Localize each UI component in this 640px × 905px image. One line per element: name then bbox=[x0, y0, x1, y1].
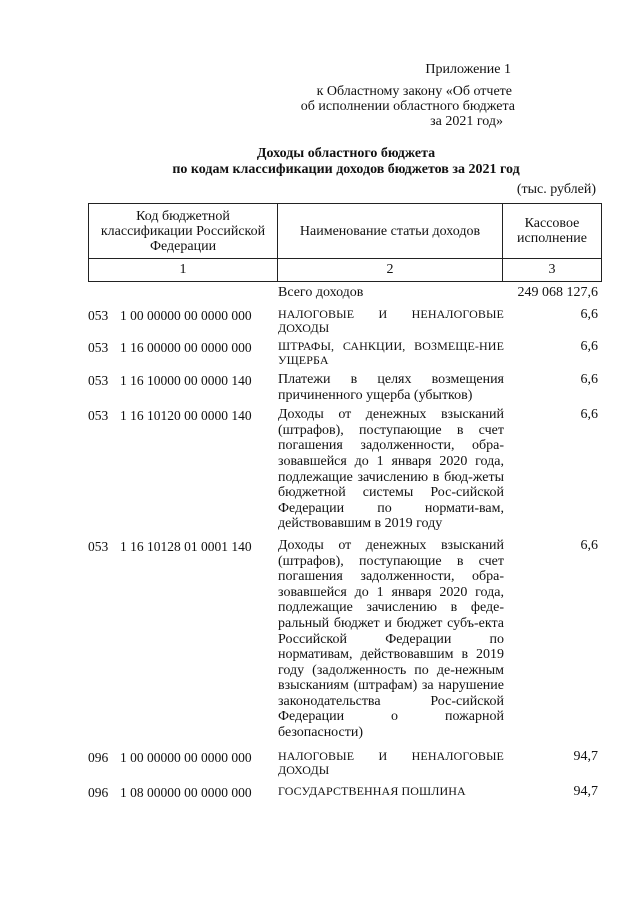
classification-code: 1 16 10128 01 0001 140 bbox=[120, 538, 252, 554]
total-amount: 249 068 127,6 bbox=[517, 285, 598, 300]
org-code: 096 bbox=[88, 784, 109, 800]
title-line-1: Доходы областного бюджета bbox=[256, 146, 436, 161]
cash-execution-amount: 6,6 bbox=[580, 407, 598, 423]
title-line-2: по кодам классификации доходов бюджетов за 2021 год bbox=[172, 162, 520, 177]
cash-execution-amount: 94,7 bbox=[573, 748, 598, 764]
org-code: 053 bbox=[88, 308, 109, 323]
budget-code bbox=[88, 372, 275, 389]
classification-code: 1 00 00000 00 0000 000 bbox=[120, 308, 252, 323]
cash-execution-amount: 94,7 bbox=[573, 783, 598, 799]
header-num-2: 2 bbox=[278, 259, 503, 282]
total-row bbox=[88, 285, 602, 301]
table-row bbox=[88, 784, 602, 801]
header-code: Код бюджетной классификации Российской Федерации bbox=[89, 204, 278, 259]
table-header bbox=[88, 203, 602, 282]
classification-code: 1 16 00000 00 0000 000 bbox=[120, 340, 252, 355]
table-row bbox=[88, 307, 602, 335]
revenue-rows bbox=[88, 285, 602, 807]
header-num-1: 1 bbox=[89, 259, 278, 282]
budget-code bbox=[88, 407, 275, 424]
table-row bbox=[88, 749, 602, 777]
table-row bbox=[88, 372, 602, 403]
units-label: (тыс. рублей) bbox=[516, 182, 596, 197]
table-row bbox=[88, 339, 602, 367]
classification-code: 1 16 10000 00 0000 140 bbox=[120, 373, 252, 388]
revenue-item-name: Доходы от денежных взысканий (штрафов), поступающие в счет погашения задолженности, обра-зовавшейся до 1 января 2020 года, подлежащие зачислению в бюд-жеты бюджетной системы Рос-сийской Федерации по нормати-вам, действовавшим в 2019 году bbox=[278, 407, 504, 532]
cash-execution-amount: 6,6 bbox=[580, 372, 598, 387]
budget-code bbox=[88, 307, 275, 324]
cash-execution-amount: 6,6 bbox=[580, 537, 598, 553]
revenue-item-name: ШТРАФЫ, САНКЦИИ, ВОЗМЕЩЕ-НИЕ УЩЕРБА bbox=[278, 339, 504, 367]
total-label: Всего доходов bbox=[278, 285, 364, 300]
classification-code: 1 16 10120 00 0000 140 bbox=[120, 408, 252, 424]
revenue-item-name: ГОСУДАРСТВЕННАЯ ПОШЛИНА bbox=[278, 783, 466, 798]
budget-code bbox=[88, 784, 275, 801]
appendix-line-4: за 2021 год» bbox=[430, 114, 503, 129]
org-code: 053 bbox=[88, 373, 109, 388]
org-code: 053 bbox=[88, 408, 109, 424]
budget-code bbox=[88, 538, 275, 555]
budget-code bbox=[88, 339, 275, 356]
appendix-caption bbox=[0, 84, 515, 129]
appendix-number bbox=[0, 62, 511, 77]
revenue-item-name: НАЛОГОВЫЕ И НЕНАЛОГОВЫЕ ДОХОДЫ bbox=[278, 307, 504, 335]
appendix-line-2: к Областному закону «Об отчете bbox=[316, 84, 512, 99]
appendix-line-1: Приложение 1 bbox=[425, 62, 511, 77]
org-code: 053 bbox=[88, 538, 109, 554]
revenue-item-name: Платежи в целях возмещения причиненного ущерба (убытков) bbox=[278, 372, 504, 403]
table-row bbox=[88, 538, 602, 741]
header-amount: Кассовое исполнение bbox=[503, 204, 602, 259]
row-container bbox=[88, 307, 602, 801]
header-num-3: 3 bbox=[503, 259, 602, 282]
cash-execution-amount: 6,6 bbox=[580, 339, 598, 354]
document-title bbox=[0, 146, 640, 178]
appendix-line-3: об исполнении областного бюджета bbox=[300, 99, 515, 114]
org-code: 096 bbox=[88, 749, 109, 765]
classification-code: 1 00 00000 00 0000 000 bbox=[120, 749, 252, 765]
revenue-item-name: НАЛОГОВЫЕ И НЕНАЛОГОВЫЕ ДОХОДЫ bbox=[278, 748, 504, 777]
table-row bbox=[88, 407, 602, 532]
org-code: 053 bbox=[88, 340, 109, 355]
budget-code bbox=[88, 749, 275, 766]
header-name: Наименование статьи доходов bbox=[278, 204, 503, 259]
cash-execution-amount: 6,6 bbox=[580, 307, 598, 322]
classification-code: 1 08 00000 00 0000 000 bbox=[120, 784, 252, 800]
revenue-item-name: Доходы от денежных взысканий (штрафов), поступающие в счет погашения задолженности, обра-зовавшейся до 1 января 2020 года, подлежащие зачислению в феде-ральный бюджет и бюджет субъ-екта Российской Федерации по нормативам, действовавшим в 2019 году (задолженность по де-нежным взысканиям (штрафам) за нарушение законодательства Рос-сийской Федерации о пожарной безопасности) bbox=[278, 537, 504, 741]
